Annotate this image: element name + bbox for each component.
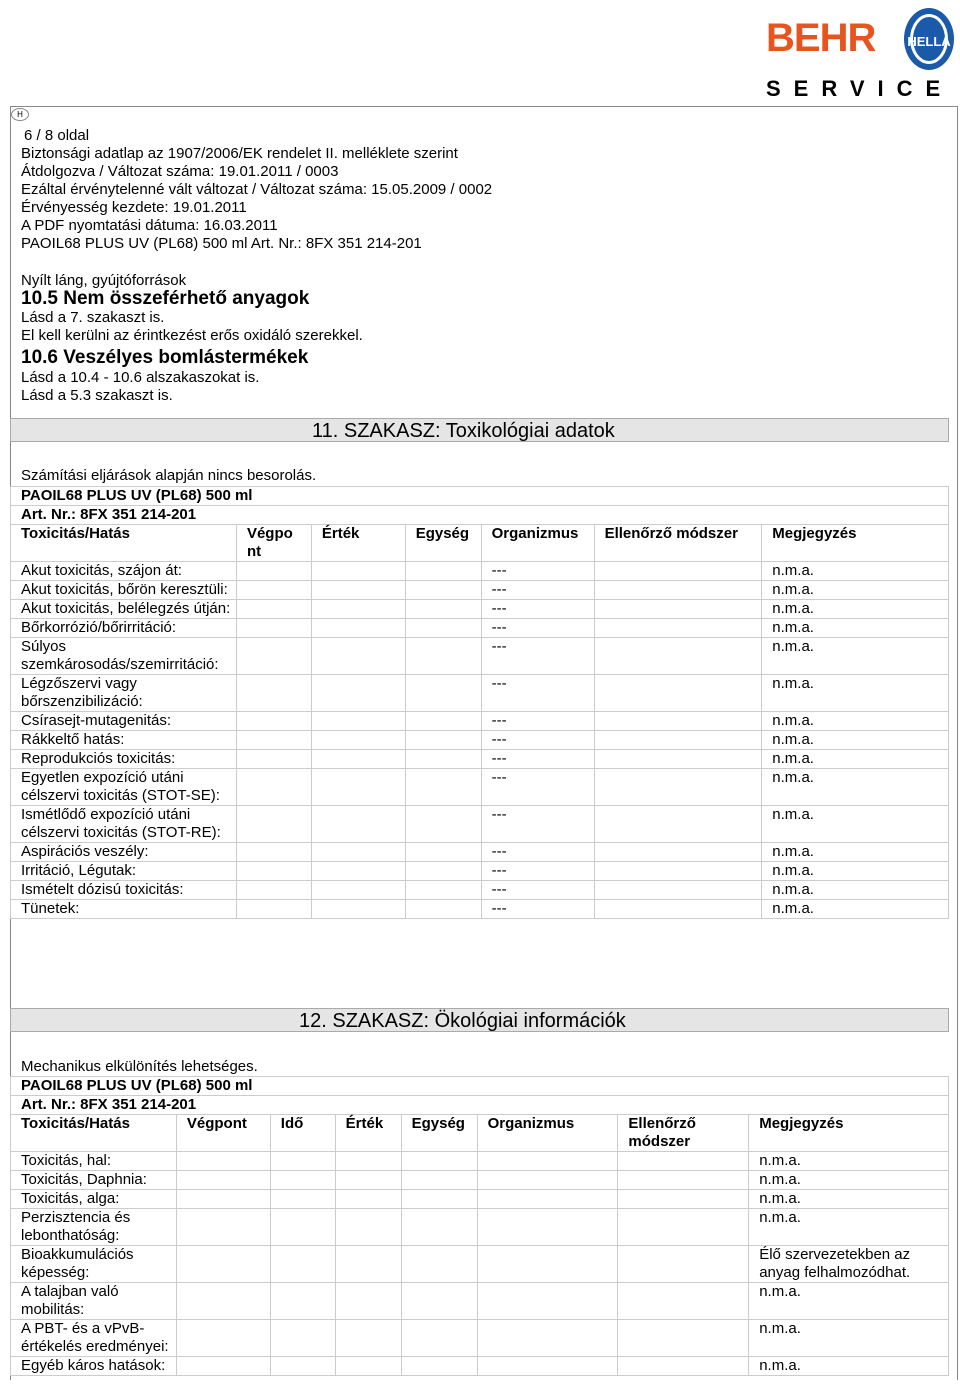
tox-row	[11, 731, 949, 750]
product-line: PAOIL68 PLUS UV (PL68) 500 ml Art. Nr.: 8FX 351 214-201	[21, 235, 422, 252]
tox-table	[10, 486, 949, 919]
tox-cell-effect: Rákkeltő hatás:	[11, 731, 237, 750]
tox-cell-effect: Bőrkorrózió/bőrirritáció:	[11, 619, 237, 638]
eco-cell-effect: Egyéb káros hatások:	[11, 1357, 177, 1376]
eco-row	[11, 1246, 949, 1283]
tox-cell-unit	[405, 675, 481, 712]
eco-cell-empty	[618, 1171, 749, 1190]
eco-cell-effect: Toxicitás, Daphnia:	[11, 1171, 177, 1190]
s11-product: PAOIL68 PLUS UV (PL68) 500 ml	[11, 487, 949, 506]
tox-cell-method	[594, 900, 762, 919]
tox-cell-method	[594, 843, 762, 862]
eco-cell-empty	[477, 1209, 618, 1246]
tox-cell-unit	[405, 750, 481, 769]
tox-header-row	[11, 525, 949, 562]
eco-cell-empty	[335, 1171, 401, 1190]
tox-cell-effect: Ismételt dózisú toxicitás:	[11, 881, 237, 900]
tox-cell-endpoint	[236, 600, 311, 619]
eco-cell-note: n.m.a.	[749, 1152, 949, 1171]
tox-cell-unit	[405, 769, 481, 806]
tox-cell-effect: Egyetlen expozíció utáni célszervi toxicitás (STOT-SE):	[11, 769, 237, 806]
tox-row	[11, 600, 949, 619]
tox-cell-method	[594, 581, 762, 600]
tox-row	[11, 619, 949, 638]
tox-cell-method	[594, 862, 762, 881]
tox-row	[11, 581, 949, 600]
s10-6-heading: 10.6 Veszélyes bomlástermékek	[21, 347, 309, 368]
eco-cell-empty	[401, 1209, 477, 1246]
tox-cell-method	[594, 806, 762, 843]
tox-cell-organism: ---	[481, 619, 594, 638]
eco-cell-empty	[401, 1320, 477, 1357]
eco-col-value: Érték	[335, 1115, 401, 1152]
tox-cell-value	[311, 675, 405, 712]
tox-row	[11, 712, 949, 731]
tox-row	[11, 862, 949, 881]
tox-cell-effect: Irritáció, Légutak:	[11, 862, 237, 881]
tox-cell-value	[311, 769, 405, 806]
section-12-title: 12. SZAKASZ: Ökológiai információk	[299, 1010, 626, 1032]
tox-cell-unit	[405, 862, 481, 881]
tox-cell-unit	[405, 562, 481, 581]
eco-cell-empty	[477, 1190, 618, 1209]
tox-cell-endpoint	[236, 862, 311, 881]
revision-line: Átdolgozva / Változat száma: 19.01.2011 / 0003	[21, 163, 339, 180]
tox-cell-note: n.m.a.	[762, 731, 949, 750]
eco-cell-empty	[270, 1171, 335, 1190]
tox-cell-effect: Akut toxicitás, bőrön keresztüli:	[11, 581, 237, 600]
eco-cell-note: n.m.a.	[749, 1320, 949, 1357]
tox-cell-value	[311, 581, 405, 600]
eco-col-note: Megjegyzés	[749, 1115, 949, 1152]
tox-cell-organism: ---	[481, 900, 594, 919]
behr-logo: BEHR	[766, 16, 876, 60]
tox-cell-value	[311, 600, 405, 619]
tox-row	[11, 750, 949, 769]
eco-row	[11, 1320, 949, 1357]
tox-cell-note: n.m.a.	[762, 619, 949, 638]
tox-cell-organism: ---	[481, 769, 594, 806]
eco-cell-empty	[401, 1171, 477, 1190]
tox-cell-value	[311, 881, 405, 900]
eco-cell-empty	[618, 1152, 749, 1171]
tox-cell-endpoint	[236, 900, 311, 919]
tox-cell-note: n.m.a.	[762, 862, 949, 881]
tox-cell-endpoint	[236, 769, 311, 806]
section-11-bar	[10, 418, 949, 442]
print-date-line: A PDF nyomtatási dátuma: 16.03.2011	[21, 217, 278, 234]
eco-col-organism: Organizmus	[477, 1115, 618, 1152]
eco-cell-empty	[270, 1152, 335, 1171]
eco-col-time: Idő	[270, 1115, 335, 1152]
tox-cell-value	[311, 843, 405, 862]
eco-cell-empty	[176, 1152, 270, 1171]
tox-cell-note: n.m.a.	[762, 881, 949, 900]
service-logo-text: SERVICE	[766, 76, 954, 101]
eco-cell-note: n.m.a.	[749, 1357, 949, 1376]
tox-cell-method	[594, 638, 762, 675]
eco-cell-empty	[176, 1320, 270, 1357]
eco-cell-effect: Bioakkumulációs képesség:	[11, 1246, 177, 1283]
tox-cell-value	[311, 806, 405, 843]
eco-table	[10, 1076, 949, 1376]
tox-col-note: Megjegyzés	[762, 525, 949, 562]
tox-cell-note: n.m.a.	[762, 806, 949, 843]
tox-cell-endpoint	[236, 712, 311, 731]
s11-intro: Számítási eljárások alapján nincs besorolás.	[21, 467, 317, 484]
tox-cell-endpoint	[236, 750, 311, 769]
tox-cell-note: n.m.a.	[762, 900, 949, 919]
tox-col-organism: Organizmus	[481, 525, 594, 562]
regulation-line: Biztonsági adatlap az 1907/2006/EK rendelet II. melléklete szerint	[21, 145, 458, 162]
eco-cell-empty	[335, 1357, 401, 1376]
eco-cell-note: Élő szervezetekben az anyag felhalmozódhat.	[749, 1246, 949, 1283]
tox-cell-unit	[405, 638, 481, 675]
tox-cell-note: n.m.a.	[762, 712, 949, 731]
eco-cell-empty	[335, 1152, 401, 1171]
tox-cell-endpoint	[236, 731, 311, 750]
eco-cell-note: n.m.a.	[749, 1209, 949, 1246]
tox-cell-organism: ---	[481, 675, 594, 712]
tox-cell-organism: ---	[481, 806, 594, 843]
tox-cell-unit	[405, 619, 481, 638]
tox-cell-organism: ---	[481, 562, 594, 581]
eco-cell-empty	[176, 1209, 270, 1246]
tox-cell-organism: ---	[481, 712, 594, 731]
tox-cell-method	[594, 731, 762, 750]
tox-cell-value	[311, 750, 405, 769]
tox-col-value: Érték	[311, 525, 405, 562]
eco-row	[11, 1283, 949, 1320]
eco-header-row	[11, 1115, 949, 1152]
tox-cell-value	[311, 712, 405, 731]
eco-cell-empty	[335, 1246, 401, 1283]
tox-cell-organism: ---	[481, 862, 594, 881]
language-mark: H	[11, 108, 29, 121]
eco-cell-empty	[335, 1283, 401, 1320]
tox-cell-unit	[405, 731, 481, 750]
tox-cell-value	[311, 619, 405, 638]
tox-row	[11, 900, 949, 919]
eco-cell-effect: A talajban való mobilitás:	[11, 1283, 177, 1320]
tox-row	[11, 881, 949, 900]
tox-cell-endpoint	[236, 638, 311, 675]
eco-cell-empty	[270, 1209, 335, 1246]
eco-row	[11, 1152, 949, 1171]
eco-col-effect: Toxicitás/Hatás	[11, 1115, 177, 1152]
superseded-line: Ezáltal érvénytelenné vált változat / Változat száma: 15.05.2009 / 0002	[21, 181, 493, 198]
tox-cell-value	[311, 900, 405, 919]
tox-cell-note: n.m.a.	[762, 843, 949, 862]
eco-cell-note: n.m.a.	[749, 1190, 949, 1209]
eco-cell-empty	[401, 1357, 477, 1376]
eco-cell-empty	[401, 1152, 477, 1171]
eco-cell-empty	[618, 1246, 749, 1283]
s11-artnr: Art. Nr.: 8FX 351 214-201	[11, 506, 949, 525]
eco-cell-effect: Toxicitás, hal:	[11, 1152, 177, 1171]
eco-cell-empty	[176, 1357, 270, 1376]
tox-cell-effect: Légzőszervi vagy bőrszenzibilizáció:	[11, 675, 237, 712]
eco-cell-empty	[176, 1171, 270, 1190]
eco-cell-effect: Toxicitás, alga:	[11, 1190, 177, 1209]
tox-col-method: Ellenőrző módszer	[594, 525, 762, 562]
tox-cell-effect: Akut toxicitás, szájon át:	[11, 562, 237, 581]
eco-cell-empty	[270, 1190, 335, 1209]
s10-5-line1: Lásd a 7. szakaszt is.	[21, 309, 165, 326]
tox-col-effect: Toxicitás/Hatás	[11, 525, 237, 562]
eco-cell-empty	[618, 1320, 749, 1357]
eco-cell-empty	[618, 1283, 749, 1320]
hella-logo-text: HELLA	[907, 34, 951, 49]
eco-cell-empty	[477, 1246, 618, 1283]
eco-cell-empty	[270, 1246, 335, 1283]
tox-cell-unit	[405, 600, 481, 619]
tox-cell-organism: ---	[481, 731, 594, 750]
eco-cell-empty	[477, 1357, 618, 1376]
tox-row	[11, 675, 949, 712]
eco-cell-empty	[477, 1171, 618, 1190]
eco-cell-empty	[176, 1283, 270, 1320]
tox-cell-endpoint	[236, 562, 311, 581]
valid-from-line: Érvényesség kezdete: 19.01.2011	[21, 199, 247, 216]
eco-cell-note: n.m.a.	[749, 1171, 949, 1190]
tox-row	[11, 769, 949, 806]
tox-cell-note: n.m.a.	[762, 600, 949, 619]
eco-cell-empty	[477, 1320, 618, 1357]
tox-row	[11, 806, 949, 843]
eco-cell-note: n.m.a.	[749, 1283, 949, 1320]
tox-cell-method	[594, 769, 762, 806]
eco-cell-empty	[270, 1320, 335, 1357]
tox-cell-method	[594, 675, 762, 712]
eco-cell-empty	[176, 1246, 270, 1283]
tox-cell-endpoint	[236, 806, 311, 843]
eco-row	[11, 1357, 949, 1376]
tox-cell-endpoint	[236, 581, 311, 600]
tox-cell-endpoint	[236, 881, 311, 900]
tox-cell-unit	[405, 843, 481, 862]
tox-cell-value	[311, 638, 405, 675]
tox-cell-method	[594, 750, 762, 769]
tox-cell-effect: Reprodukciós toxicitás:	[11, 750, 237, 769]
s10-open-flame: Nyílt láng, gyújtóforrások	[21, 272, 187, 289]
tox-cell-effect: Tünetek:	[11, 900, 237, 919]
tox-col-endpoint: Végpo nt	[236, 525, 311, 562]
tox-cell-note: n.m.a.	[762, 769, 949, 806]
eco-cell-empty	[401, 1246, 477, 1283]
eco-col-endpoint: Végpont	[176, 1115, 270, 1152]
eco-cell-empty	[477, 1152, 618, 1171]
tox-cell-organism: ---	[481, 600, 594, 619]
tox-cell-unit	[405, 581, 481, 600]
eco-col-method: Ellenőrző módszer	[618, 1115, 749, 1152]
tox-cell-note: n.m.a.	[762, 675, 949, 712]
tox-cell-note: n.m.a.	[762, 638, 949, 675]
tox-cell-effect: Aspirációs veszély:	[11, 843, 237, 862]
company-logos	[760, 4, 956, 100]
tox-cell-method	[594, 600, 762, 619]
tox-cell-unit	[405, 881, 481, 900]
s10-6-line2: Lásd a 5.3 szakaszt is.	[21, 387, 173, 404]
tox-cell-effect: Csírasejt-mutagenitás:	[11, 712, 237, 731]
tox-cell-endpoint	[236, 619, 311, 638]
eco-cell-empty	[618, 1357, 749, 1376]
s12-artnr: Art. Nr.: 8FX 351 214-201	[11, 1096, 949, 1115]
s12-intro: Mechanikus elkülönítés lehetséges.	[21, 1058, 258, 1075]
eco-cell-empty	[618, 1209, 749, 1246]
eco-cell-empty	[176, 1190, 270, 1209]
eco-cell-empty	[335, 1209, 401, 1246]
eco-cell-effect: A PBT- és a vPvB-értékelés eredményei:	[11, 1320, 177, 1357]
tox-cell-method	[594, 881, 762, 900]
eco-col-unit: Egység	[401, 1115, 477, 1152]
eco-row	[11, 1190, 949, 1209]
s10-5-line2: El kell kerülni az érintkezést erős oxidáló szerekkel.	[21, 327, 363, 344]
tox-cell-value	[311, 731, 405, 750]
tox-row	[11, 638, 949, 675]
tox-cell-organism: ---	[481, 750, 594, 769]
eco-cell-empty	[401, 1190, 477, 1209]
eco-row	[11, 1209, 949, 1246]
tox-cell-note: n.m.a.	[762, 750, 949, 769]
eco-row	[11, 1171, 949, 1190]
tox-col-unit: Egység	[405, 525, 481, 562]
eco-cell-empty	[618, 1190, 749, 1209]
tox-cell-method	[594, 619, 762, 638]
eco-cell-effect: Perzisztencia és lebonthatóság:	[11, 1209, 177, 1246]
tox-cell-organism: ---	[481, 843, 594, 862]
tox-row	[11, 562, 949, 581]
s12-product: PAOIL68 PLUS UV (PL68) 500 ml	[11, 1077, 949, 1096]
eco-cell-empty	[335, 1190, 401, 1209]
eco-cell-empty	[270, 1357, 335, 1376]
tox-cell-organism: ---	[481, 881, 594, 900]
section-11-title: 11. SZAKASZ: Toxikológiai adatok	[312, 420, 615, 442]
tox-cell-method	[594, 712, 762, 731]
tox-cell-value	[311, 562, 405, 581]
tox-row	[11, 843, 949, 862]
tox-cell-method	[594, 562, 762, 581]
tox-cell-effect: Súlyos szemkárosodás/szemirritáció:	[11, 638, 237, 675]
tox-cell-organism: ---	[481, 638, 594, 675]
tox-cell-value	[311, 862, 405, 881]
tox-cell-endpoint	[236, 675, 311, 712]
eco-cell-empty	[401, 1283, 477, 1320]
s10-6-line1: Lásd a 10.4 - 10.6 alszakaszokat is.	[21, 369, 260, 386]
tox-cell-endpoint	[236, 843, 311, 862]
hella-logo-icon	[902, 6, 956, 72]
section-12-bar	[10, 1008, 949, 1032]
tox-cell-effect: Akut toxicitás, belélegzés útján:	[11, 600, 237, 619]
tox-cell-unit	[405, 900, 481, 919]
eco-cell-empty	[270, 1283, 335, 1320]
s10-5-heading: 10.5 Nem összeférhető anyagok	[21, 288, 310, 309]
eco-cell-empty	[477, 1283, 618, 1320]
tox-cell-unit	[405, 806, 481, 843]
tox-cell-effect: Ismétlődő expozíció utáni célszervi toxicitás (STOT-RE):	[11, 806, 237, 843]
tox-cell-unit	[405, 712, 481, 731]
tox-cell-organism: ---	[481, 581, 594, 600]
tox-cell-note: n.m.a.	[762, 562, 949, 581]
eco-cell-empty	[335, 1320, 401, 1357]
tox-cell-note: n.m.a.	[762, 581, 949, 600]
page-number: 6 / 8 oldal	[24, 127, 90, 144]
